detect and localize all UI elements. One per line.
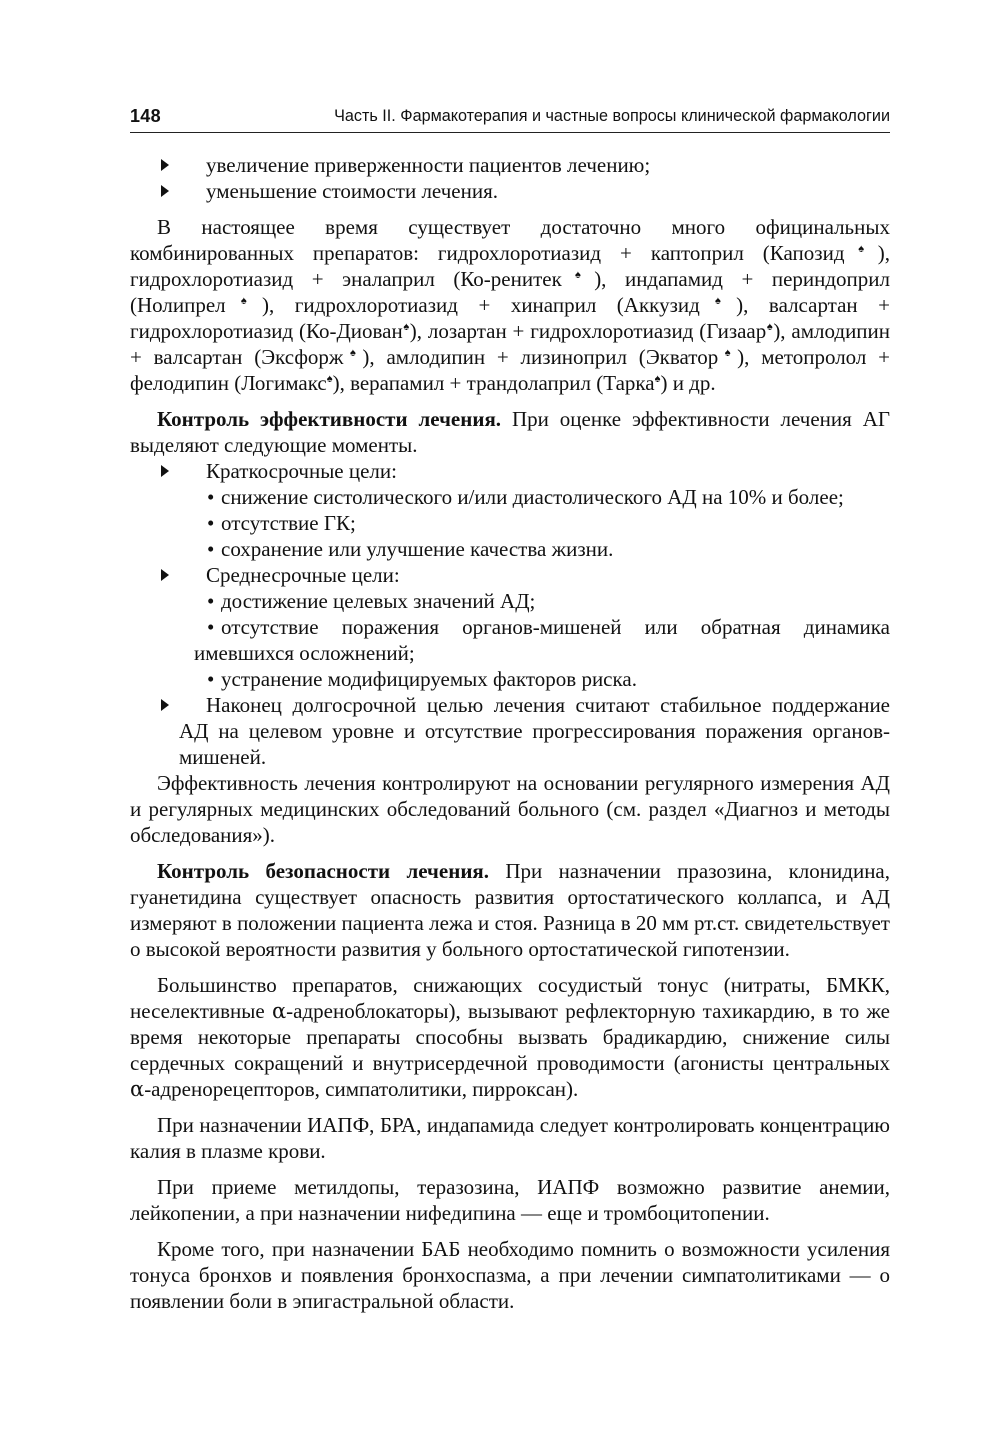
combinations-paragraph: В настоящее время существует достаточно много официнальных комбинированных препаратов: гидрохлоротиазид + каптоприл (Капозид♠), гидрохлоротиазид + эналаприл (Ко-ренитек♠), индапамид + периндоприл (Нолипрел♠), гидрохлоротиазид + хинаприл (Аккузид♠), валсартан + гидрохлоротиазид (Ко-Диован♠), лозартан + гидрохлоротиазид (Гизаар♠), амлодипин + валсартан (Эксфорж♠), амлодипин + лизиноприл (Экватор♠), метопролол + фелодипин (Логимакс♠), верапамил + трандолаприл (Тарка♠) и др. bbox=[130, 215, 891, 395]
list-item: уменьшение стоимости лечения. bbox=[130, 178, 890, 204]
potassium-paragraph: При назначении ИАПФ, БРА, индапамида следует контролировать концентрацию калия в плазме крови. bbox=[130, 1113, 890, 1163]
monitoring-paragraph: Эффективность лечения контролируют на основании регулярного измерения АД и регулярных медицинских обследований больного (см. раздел «Диагноз и методы обследования»). bbox=[130, 771, 890, 847]
drug-name: Логимакс bbox=[241, 371, 327, 395]
trademark-icon: ♠ bbox=[402, 321, 410, 333]
dot-bullet-icon: • bbox=[207, 511, 215, 535]
trademark-icon: ♠ bbox=[225, 295, 263, 307]
dot-bullet-icon: • bbox=[207, 537, 215, 561]
trademark-icon: ♠ bbox=[699, 295, 737, 307]
short-term-goals: Краткосрочные цели: bbox=[130, 458, 890, 484]
triangle-bullet-icon bbox=[161, 699, 169, 711]
list-item: • отсутствие ГК; bbox=[130, 510, 890, 536]
efficacy-heading: Контроль эффективности лечения. bbox=[157, 407, 502, 431]
drug-name: Аккузид bbox=[623, 293, 700, 317]
alpha-symbol: α bbox=[271, 999, 287, 1023]
drug-name: Капозид bbox=[769, 241, 845, 265]
trademark-icon: ♠ bbox=[844, 243, 878, 255]
list-item: • снижение систолического и/или диастолического АД на 10% и более; bbox=[130, 484, 890, 510]
list-item: • отсутствие поражения органов-мишеней или обратная динамика имевшихся осложнений; bbox=[130, 614, 890, 666]
dot-bullet-icon: • bbox=[207, 615, 215, 639]
list-item: • достижение целевых значений АД; bbox=[130, 588, 890, 614]
trademark-icon: ♠ bbox=[718, 347, 738, 359]
triangle-bullet-icon bbox=[161, 569, 169, 581]
trademark-icon: ♠ bbox=[654, 373, 661, 385]
dot-bullet-icon: • bbox=[207, 667, 215, 691]
trademark-icon: ♠ bbox=[561, 269, 595, 281]
safety-heading: Контроль безопасности лечения. bbox=[157, 859, 490, 883]
triangle-bullet-icon bbox=[161, 465, 169, 477]
list-item: увеличение приверженности пациентов лечению; bbox=[130, 152, 890, 178]
drug-name: Нолипрел bbox=[137, 293, 226, 317]
drug-name: Ко-Диован bbox=[306, 319, 403, 343]
drug-name: Тарка bbox=[603, 371, 655, 395]
safety-paragraph: Контроль безопасности лечения. При назначении празозина, клонидина, гуанетидина существует опасность развития ортостатического коллапса, и АД измеряют в положении пациента лежа и стоя. Разница в 20 мм рт.ст. свидетельствует о высокой вероятности развития у больного ортостатической гипотензии. bbox=[130, 859, 890, 961]
running-title: Часть II. Фармакотерапия и частные вопросы клинической фармакологии bbox=[334, 107, 890, 125]
dot-bullet-icon: • bbox=[207, 485, 215, 509]
triangle-bullet-icon bbox=[161, 185, 169, 197]
trademark-icon: ♠ bbox=[343, 347, 363, 359]
page-number: 148 bbox=[130, 106, 161, 126]
efficacy-paragraph: Контроль эффективности лечения. При оценке эффективности лечения АГ выделяют следующие моменты. bbox=[130, 407, 891, 457]
list-item: • устранение модифицируемых факторов риска. bbox=[130, 666, 890, 692]
dot-bullet-icon: • bbox=[207, 589, 215, 613]
drug-name: Ко-ренитек bbox=[460, 267, 562, 291]
page-body bbox=[130, 152, 890, 1314]
long-term-goal: Наконец долгосрочной целью лечения считают стабильное поддержание АД на целевом уровне и отсутствие прогрессирования поражения органов-мишеней. bbox=[130, 692, 890, 770]
triangle-bullet-icon bbox=[161, 159, 169, 171]
running-header bbox=[130, 104, 890, 133]
drug-name: Эксфорж bbox=[261, 345, 344, 369]
trademark-icon: ♠ bbox=[326, 373, 333, 385]
mid-term-goals: Среднесрочные цели: bbox=[130, 562, 890, 588]
vascular-tone-paragraph: Большинство препаратов, снижающих сосудистый тонус (нитраты, БМКК, неселективные α-адреноблокаторы), вызывают рефлекторную тахикардию, в то же время некоторые препараты способны вызвать брадикардию, снижение силы сердечных сокращений и внутрисердечной проводимости (агонисты центральных α-адренорецепторов, симпатолитики, пирроксан). bbox=[130, 973, 890, 1101]
trademark-icon: ♠ bbox=[766, 321, 774, 333]
drug-name: Экватор bbox=[645, 345, 719, 369]
anemia-paragraph: При приеме метилдопы, теразозина, ИАПФ возможно развитие анемии, лейкопении, а при назначении нифедипина — еще и тромбоцитопении. bbox=[130, 1175, 890, 1225]
list-item: • сохранение или улучшение качества жизни. bbox=[130, 536, 890, 562]
bab-paragraph: Кроме того, при назначении БАБ необходимо помнить о возможности усиления тонуса бронхов и появления бронхоспазма, а при лечении симпатолитиками — о появлении боли в эпигастральной области. bbox=[130, 1237, 890, 1313]
alpha-symbol: α bbox=[130, 1077, 145, 1101]
drug-name: Гизаар bbox=[706, 319, 767, 343]
